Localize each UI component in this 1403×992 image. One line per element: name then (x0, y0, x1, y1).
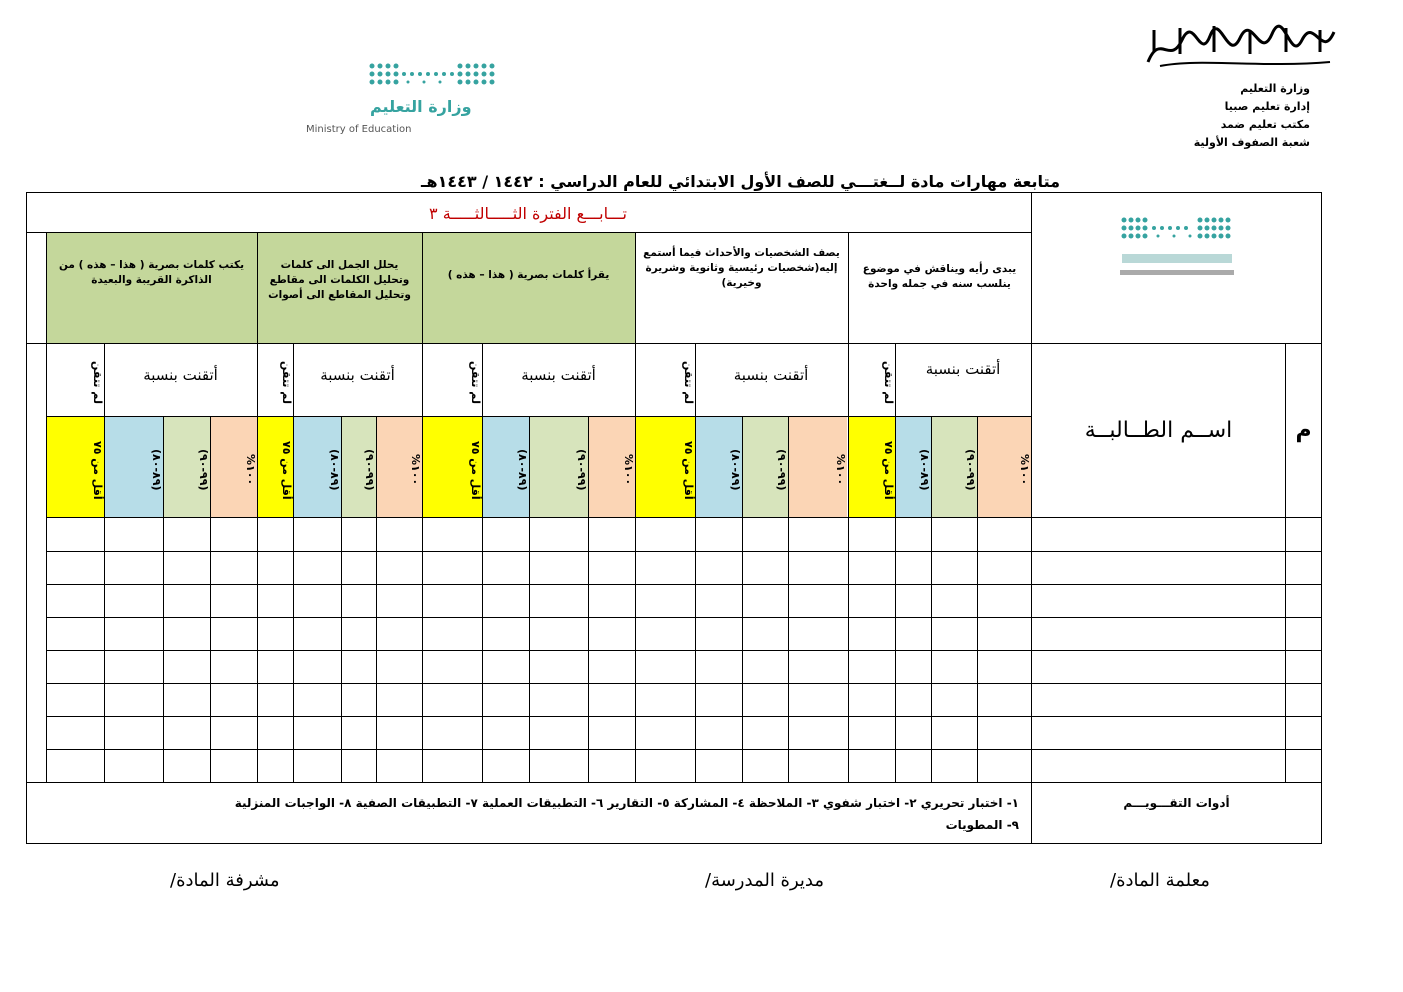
level-cell: (٨٩-٨٠) (695, 417, 742, 517)
assessment-line: ٩- المطويات (945, 818, 1019, 832)
grid-line (482, 343, 483, 782)
grid-line (46, 517, 1321, 518)
level-cell: ١٠٠% (977, 417, 1031, 517)
skill-text: يقرأ كلمات بصرية ( هذا – هذه ) (447, 269, 610, 281)
header-lines (1150, 80, 1310, 152)
achieved-label: أتقنت بنسبة (143, 366, 218, 384)
level-cell: (٨٩-٨٠) (104, 417, 163, 517)
achieved-label: أتقنت بنسبة (320, 366, 395, 384)
level-cell: أقل من ٧٥ (258, 417, 293, 517)
grid-line (931, 416, 932, 782)
assessment-tools (28, 792, 1031, 836)
period-label: تـــابـــع الفترة الثـــــالثـــــة ٣ (429, 204, 627, 223)
assessment-label: أدوات التقـــويـــم (1123, 796, 1230, 810)
header-line: مكتب تعليم ضمد (1220, 118, 1310, 131)
grid-line (341, 416, 342, 782)
header-line: إدارة تعليم صبيا (1224, 100, 1310, 113)
grid-line (977, 416, 978, 782)
skill-text: يبدى رأيه ويناقش في موضوع ينلسب سنه في جمله واحدة (862, 263, 1017, 290)
achieved-label: أتقنت بنسبة (733, 366, 809, 384)
teacher-signature: معلمة المادة/ (1110, 870, 1210, 891)
grid-line (210, 416, 211, 782)
grid-line (529, 416, 530, 782)
achieved-label: أتقنت بنسبة (521, 366, 596, 384)
grid-line (1031, 193, 1032, 843)
kingdom-logo (1140, 22, 1340, 70)
level-cell: (٩٩-٩٠) (163, 417, 210, 517)
level-cell: (٨٩-٨٠) (895, 417, 931, 517)
header-line: شعبة الصفوف الأولية (1193, 136, 1310, 149)
page-title: متابعة مهارات مادة لــغتـــي للصف الأول الابتدائي للعام الدراسي : ١٤٤٢ / ١٤٤٣هـ (421, 172, 1060, 191)
grid-line (257, 232, 258, 782)
skill-cell-3 (422, 233, 635, 343)
grid-line (27, 232, 1031, 233)
grid-line (46, 650, 1321, 651)
grid-line (293, 343, 294, 782)
grid-line (895, 343, 896, 782)
level-cell: ١٠٠% (210, 417, 257, 517)
ministry-logo-ar: وزارة التعليم (370, 97, 472, 116)
principal-signature: مديرة المدرسة/ (705, 870, 825, 891)
number-header: م (1295, 418, 1312, 443)
grid-line (46, 617, 1321, 618)
grid-line (104, 343, 105, 782)
grid-line (635, 232, 636, 782)
student-name-header: اســم الطــالبــة (1084, 418, 1233, 443)
grid-line (46, 749, 1321, 750)
ministry-logo (300, 60, 510, 140)
not-achieved-label: لم تتقن (91, 361, 104, 405)
level-cell: (٩٩-٩٠) (529, 417, 588, 517)
not-achieved-label: لم تتقن (280, 361, 293, 405)
not-achieved-label: لم تتقن (469, 361, 482, 405)
grid-line (46, 416, 1031, 417)
level-cell: أقل من ٧٥ (636, 417, 695, 517)
skill-text: يصف الشخصيات والأحداث فيما أستمع إليه(شخصيات رئيسية وثانوية وشريرة وخيرية) (643, 247, 840, 289)
skill-text: يحلل الجمل الى كلمات وتحليل الكلمات الى مقاطع وتحليل المقاطع الى أصوات (268, 259, 411, 301)
level-cell: أقل من ٧٥ (849, 417, 895, 517)
grid-line (163, 416, 164, 782)
grid-line (27, 343, 1321, 344)
achieved-label: أتقنت بنسبة (925, 360, 1001, 378)
grid-line (422, 232, 423, 782)
not-achieved-label: لم تتقن (882, 361, 895, 405)
level-cell: ١٠٠% (588, 417, 635, 517)
ministry-logo-table (1040, 206, 1310, 286)
grid-line (742, 416, 743, 782)
level-cell: ١٠٠% (376, 417, 422, 517)
skill-text: يكتب كلمات بصرية ( هذا – هذه ) من الذاكرة القريبة والبعيدة (58, 259, 245, 286)
grid-line (695, 343, 696, 782)
level-cell: (٩٩-٩٠) (742, 417, 788, 517)
not-achieved-label: لم تتقن (682, 361, 695, 405)
level-cell: (٨٩-٨٠) (293, 417, 341, 517)
skill-cell-5 (46, 233, 257, 343)
grid-line (1285, 343, 1286, 782)
grid-line (376, 416, 377, 782)
level-cell: (٨٩-٨٠) (482, 417, 529, 517)
supervisor-signature: مشرفة المادة/ (170, 870, 280, 891)
level-cell: ١٠٠% (788, 417, 847, 517)
grid-line (588, 416, 589, 782)
grid-line (27, 782, 1321, 783)
level-cell: (٩٩-٩٠) (931, 417, 977, 517)
grid-line (46, 551, 1321, 552)
level-cell: أقل من ٧٥ (47, 417, 104, 517)
level-cell: أقل من ٧٥ (423, 417, 482, 517)
grid-line (46, 232, 47, 782)
grid-line (788, 416, 789, 782)
ministry-logo-en: Ministry of Education (306, 124, 412, 135)
grid-line (46, 584, 1321, 585)
grid-line (46, 683, 1321, 684)
grid-line (46, 716, 1321, 717)
grid-line (848, 232, 849, 782)
assessment-line: ١- اختبار تحريري ٢- اختبار شفوي ٣- الملاحظة ٤- المشاركة ٥- التقارير ٦- التطبيقات العملية ٧- التطبيقات الصفية ٨- الواجبات المنزلية (234, 796, 1019, 810)
level-cell: (٩٩-٩٠) (341, 417, 376, 517)
header-line: وزارة التعليم (1240, 82, 1310, 95)
